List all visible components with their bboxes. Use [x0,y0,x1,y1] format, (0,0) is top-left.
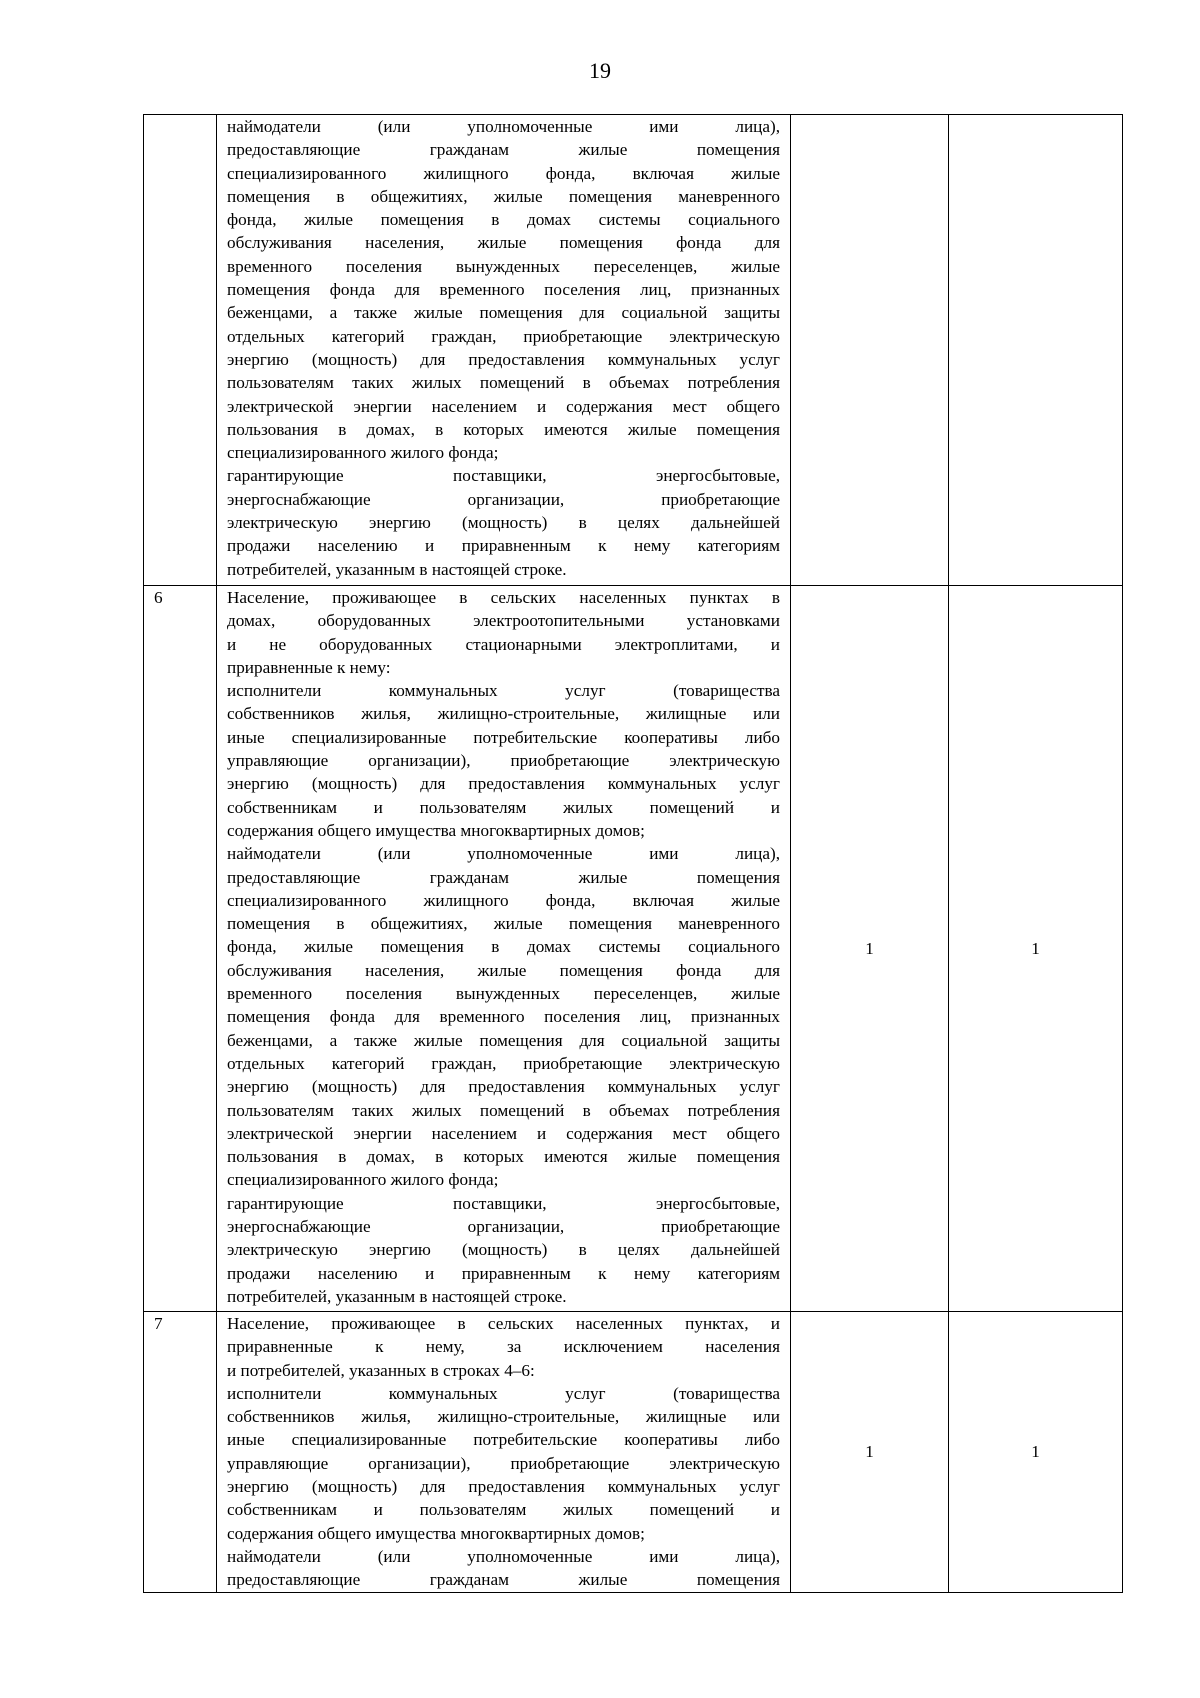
description-line: содержания общего имущества многоквартирных домов; [227,820,645,840]
description-line: иные специализированные потребительские кооперативы либо [227,727,780,747]
description-line: наймодатели (или уполномоченные ими лица), [227,1546,780,1566]
description-line: собственников жилья, жилищно-строительные, жилищные или [227,704,780,724]
description-line: пользователям таких жилых помещений в объемах потребления [227,1100,780,1120]
description-line: собственникам и пользователям жилых помещений и [227,1500,780,1520]
row-value-cell-1: 1 [791,586,949,1312]
table-row-6 [144,586,1123,1312]
description-line: помещения фонда для временного поселения лиц, признанных [227,280,780,300]
description-line: приравненные к нему: [227,657,391,677]
description-line: собственникам и пользователям жилых помещений и [227,797,780,817]
description-line: временного поселения вынужденных переселенцев, жилые [227,256,780,276]
description-line: управляющие организации), приобретающие электрическую [227,751,780,771]
description-line: беженцами, а также жилые помещения для социальной защиты [227,1030,780,1050]
tariff-table [143,114,1123,1593]
description-line: и потребителей, указанных в строках 4–6: [227,1360,535,1380]
description-line: обслуживания населения, жилые помещения фонда для [227,233,780,253]
description-line: приравненные к нему, за исключением населения [227,1337,780,1357]
description-line: фонда, жилые помещения в домах системы социального [227,937,780,957]
description-line: предоставляющие гражданам жилые помещения [227,140,780,160]
description-line: специализированного жилищного фонда, включая жилые [227,163,780,183]
description-line: беженцами, а также жилые помещения для социальной защиты [227,303,780,323]
row-value-cell-1 [791,115,949,586]
description-line: энергоснабжающие организации, приобретающие [227,489,780,509]
row-number-cell [144,115,217,586]
description-line: специализированного жилого фонда; [227,443,499,463]
description-line: отдельных категорий граждан, приобретающие электрическую [227,1053,780,1073]
description-line: специализированного жилищного фонда, включая жилые [227,890,780,910]
description-line: содержания общего имущества многоквартирных домов; [227,1523,645,1543]
page-number: 19 [589,58,611,83]
description-line: энергию (мощность) для предоставления коммунальных услуг [227,1477,780,1497]
row-description-cell [217,586,791,1312]
description-line: исполнители коммунальных услуг (товарищества [227,1383,780,1403]
description-line: гарантирующие поставщики, энергосбытовые, [227,466,780,486]
row-value-cell-2 [949,115,1123,586]
description-line: фонда, жилые помещения в домах системы социального [227,210,780,230]
table-row-continuation [144,115,1123,586]
description-line: энергию (мощность) для предоставления коммунальных услуг [227,774,780,794]
description-line: домах, оборудованных электроотопительными установками [227,611,780,631]
description-line: помещения фонда для временного поселения лиц, признанных [227,1007,780,1027]
row-number-cell: 6 [144,586,217,1312]
row-description-cell [217,115,791,586]
description-line: наймодатели (или уполномоченные ими лица), [227,844,780,864]
description-line: энергию (мощность) для предоставления коммунальных услуг [227,349,780,369]
description-line: предоставляющие гражданам жилые помещения [227,867,780,887]
description-line: и не оборудованных стационарными электроплитами, и [227,634,780,654]
description-line: электрическую энергию (мощность) в целях дальнейшей [227,513,780,533]
row-description-cell [217,1312,791,1593]
description-line: потребителей, указанным в настоящей строке. [227,559,567,579]
description-line: продажи населению и приравненным к нему категориям [227,536,780,556]
description-line: временного поселения вынужденных переселенцев, жилые [227,984,780,1004]
description-line: электрической энергии населением и содержания мест общего [227,1123,780,1143]
description-line: специализированного жилого фонда; [227,1170,499,1190]
description-line: Население, проживающее в сельских населенных пунктах в [227,588,780,607]
description-line: потребителей, указанным в настоящей строке. [227,1286,567,1306]
description-line: обслуживания населения, жилые помещения фонда для [227,960,780,980]
description-line: отдельных категорий граждан, приобретающие электрическую [227,326,780,346]
description-line: помещения в общежитиях, жилые помещения маневренного [227,914,780,934]
description-line: электрическую энергию (мощность) в целях дальнейшей [227,1240,780,1260]
description-line: помещения в общежитиях, жилые помещения маневренного [227,186,780,206]
description-line: электрической энергии населением и содержания мест общего [227,396,780,416]
row-value-cell-2: 1 [949,1312,1123,1593]
description-line: пользования в домах, в которых имеются жилые помещения [227,1147,780,1167]
description-line: Население, проживающее в сельских населенных пунктах, и [227,1314,780,1333]
description-line: энергию (мощность) для предоставления коммунальных услуг [227,1077,780,1097]
description-line: исполнители коммунальных услуг (товарищества [227,681,780,701]
description-line: энергоснабжающие организации, приобретающие [227,1217,780,1237]
row-value-cell-1: 1 [791,1312,949,1593]
description-line: предоставляющие гражданам жилые помещения [227,1570,780,1590]
description-line: наймодатели (или уполномоченные ими лица), [227,117,780,136]
description-line: пользования в домах, в которых имеются жилые помещения [227,419,780,439]
description-line: пользователям таких жилых помещений в объемах потребления [227,373,780,393]
description-line: собственников жилья, жилищно-строительные, жилищные или [227,1407,780,1427]
table-row-7 [144,1312,1123,1593]
description-line: продажи населению и приравненным к нему категориям [227,1263,780,1283]
description-line: управляющие организации), приобретающие электрическую [227,1453,780,1473]
description-line: иные специализированные потребительские кооперативы либо [227,1430,780,1450]
row-value-cell-2: 1 [949,586,1123,1312]
description-line: гарантирующие поставщики, энергосбытовые, [227,1193,780,1213]
row-number-cell: 7 [144,1312,217,1593]
